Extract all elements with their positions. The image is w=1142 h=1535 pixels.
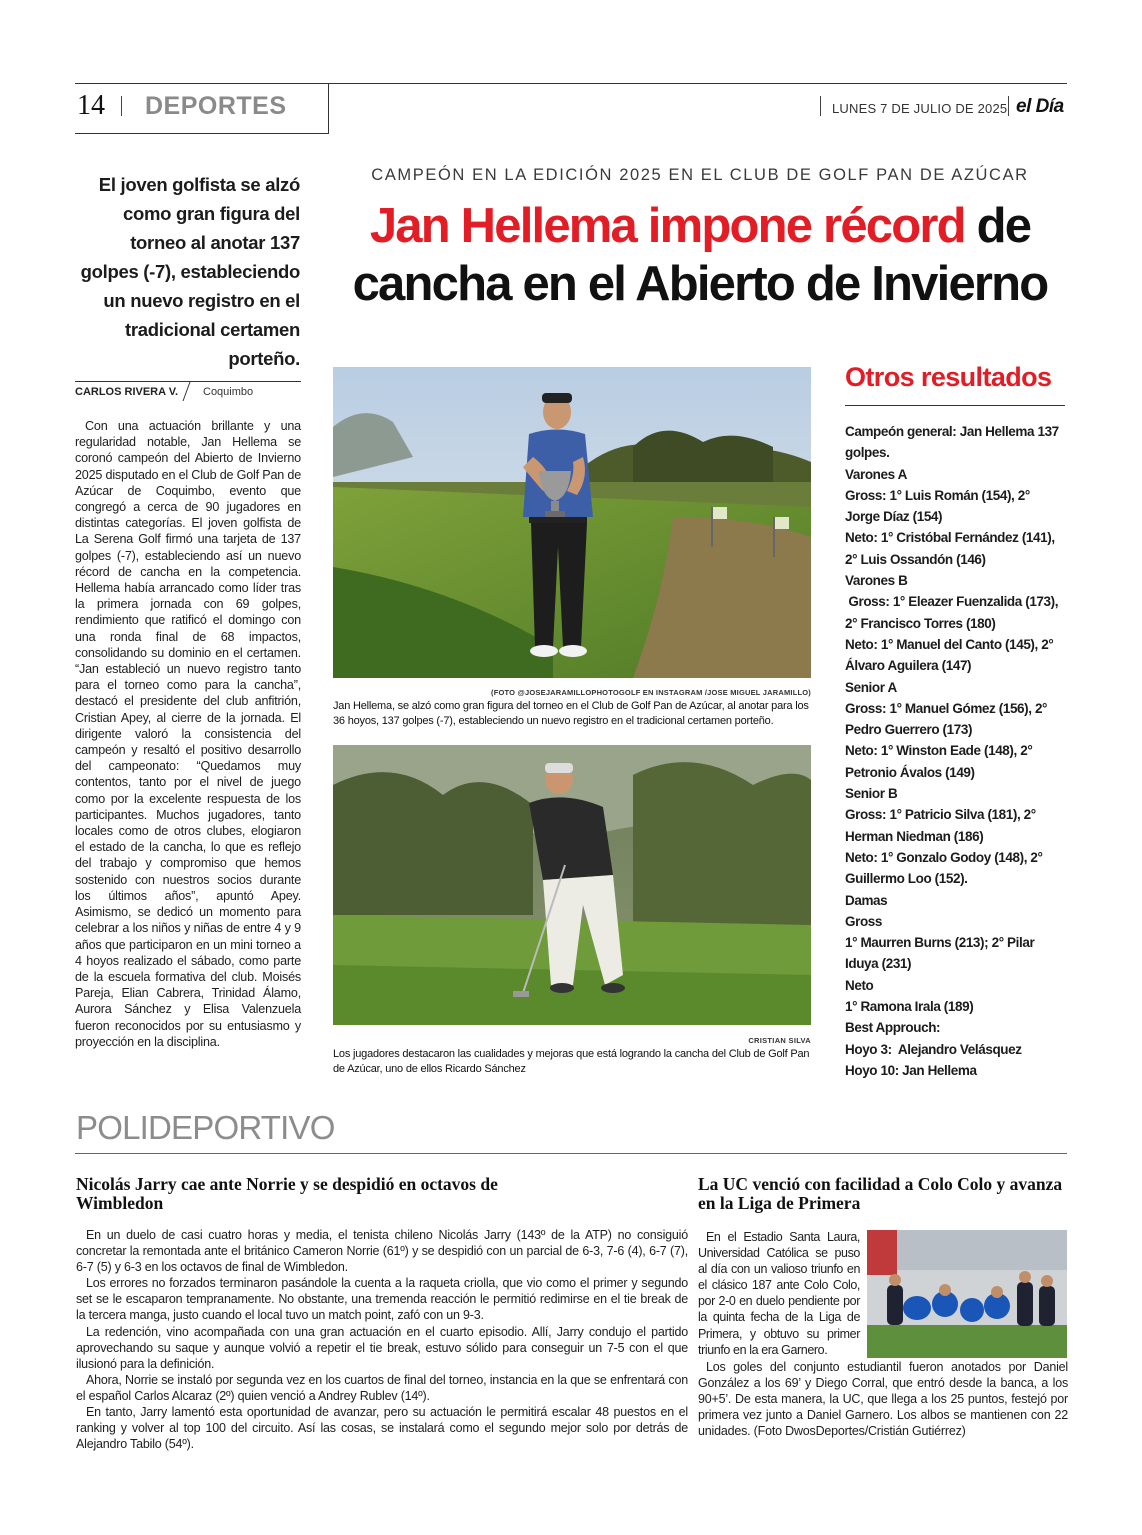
results-line: Varones A — [845, 466, 907, 482]
results-list — [845, 421, 1067, 1081]
article-body: Con una actuación brillante y una regularidad notable, Jan Hellema se coronó campeón del Abierto de Invierno 2025 disputado en el Club de Golf Pan de Azúcar de Coquimbo, evento que congregó a cerca de 90 jugadores en distintas categorías. El joven golfista de La Serena Golf firmó una tarjeta de 137 golpes (-7), estableciendo así un nuevo récord de cancha en la competencia. Hellema había arrancado como líder tras la primera jornada con 69 golpes, rendimiento que ratificó el domingo con una ronda final de 68 impactos, consolidando su dominio en el certamen. “Jan estableció un nuevo registro tanto para el torneo como para la cancha”, destacó el presidente del club anfitrión, Cristian Apey, al cierre de la jornada. El dirigente valoró la consistencia del campeón y resaltó el positivo desarrollo del campeonato: “Quedamos muy contentos, tanto por el nivel de juego como por la excelente respuesta de los participantes. Muchos jugadores, tanto locales como de otros clubes, elogiaron el estado de la cancha, lo que es reflejo del trabajo y compromiso que hemos sostenido con nuestros socios durante los últimos años”, apuntó Apey. Asimismo, se dedicó un momento para celebrar a los niños y niñas de entre 4 y 9 años que participaron en un mini torneo a 4 hoyos realizado el sábado, como parte de la escuela formativa del club. Moisés Pareja, Elian Cabrera, Trinidad Álamo, Aurora Sánchez y Elisa Valenzuela fueron reconocidos por su entusiasmo y proyección en la disciplina. — [75, 419, 301, 1049]
header-bottom-rule — [75, 133, 328, 134]
article-headline — [335, 197, 1065, 313]
header-top-rule — [75, 83, 1067, 84]
jarry-paragraph: Ahora, Norrie se instaló por segunda vez en los cuartos de final del torneo, instancia en la que se enfrentará con el español Carlos Alcaraz (2º) quien venció a Andrey Rublev (14º). — [76, 1372, 688, 1403]
results-line: Senior B — [845, 786, 898, 802]
uc-team-photo — [867, 1230, 1067, 1358]
results-line: Neto: 1° Manuel del Canto (145), 2° Álvaro Aguilera (147) — [845, 636, 1054, 674]
jarry-paragraph: En tanto, Jarry lamentó esta oportunidad de avanzar, pero su actuación le permitirá escalar 48 puestos en el ranking y volver al top 100 del circuito. Así las cosas, se instalará como el segundo mejor solo por detrás de Alejandro Tabilo (54º). — [76, 1405, 688, 1452]
issue-date: LUNES 7 DE JULIO DE 2025 — [832, 101, 1008, 116]
jarry-headline: Nicolás Jarry cae ante Norrie y se despidió en octavos de Wimbledon — [76, 1174, 498, 1213]
results-line: Hoyo 3: Alejandro Velásquez — [845, 1041, 1022, 1057]
results-line: Gross: 1° Patricio Silva (181), 2° Herman Niedman (186) — [845, 807, 1036, 844]
results-title: Otros resultados — [845, 362, 1052, 392]
results-line: Neto — [845, 977, 874, 993]
header-separator — [820, 96, 821, 116]
polideportivo-rule — [75, 1153, 1067, 1154]
results-line: Senior A — [845, 679, 897, 695]
byline-slash — [183, 382, 191, 401]
results-line: Gross: 1° Luis Román (154), 2° Jorge Díaz (154) — [845, 487, 1030, 525]
results-line: Gross — [845, 913, 883, 929]
results-line: Gross: 1° Manuel Gómez (156), 2° Pedro Guerrero (173) — [845, 700, 1048, 738]
uc-body: En el Estadio Santa Laura, Universidad Católica se puso al día con un valioso triunfo en el clásico 187 ante Colo Colo, por 2-0 en duelo pendiente por la quinta fecha de la Liga de Primera, y obtuvo su primer triunfo en la era Garnero. — [698, 1230, 860, 1357]
photo-caption: Jan Hellema, se alzó como gran figura del torneo en el Club de Golf Pan de Azúcar, al anotar para los 36 hoyos, 137 golpes (-7), estableciendo un nuevo registro en el tradicional certamen porteño. — [333, 700, 809, 727]
header-divider — [328, 84, 329, 134]
byline-rule — [75, 381, 301, 382]
dateline-location: Coquimbo — [203, 386, 254, 398]
photo-credit: CRISTIAN SILVA — [748, 1036, 811, 1045]
results-line: Best Approuch: — [845, 1020, 941, 1036]
jarry-paragraph: Los errores no forzados terminaron pasándole la cuenta a la raqueta criolla, que vio como el primer y segundo set se le escaparon tempranamente. No obstante, una tremenda reacción le permitió redimirse en el tie break de la tercera manga, justo cuando el local tuvo un match point, zafó con un 9-3. — [76, 1276, 688, 1323]
results-line: 1° Ramona Irala (189) — [845, 999, 974, 1015]
uc-body: Los goles del conjunto estudiantil fueron anotados por Daniel González a los 69’ y Diego Corral, que entró desde la banca, a los 90+5’. De esta manera, la UC, que llega a los 25 puntos, festejó por primera vez junto a Daniel Garnero. Los albos se mantienen con 22 unidades. (Foto DwosDeportes/Cristián Gutiérrez) — [698, 1360, 1068, 1439]
results-line: Damas — [845, 892, 888, 908]
results-line: Hoyo 10: Jan Hellema — [845, 1062, 977, 1078]
polideportivo-section-title: POLIDEPORTIVO — [76, 1109, 335, 1146]
header-separator — [121, 96, 122, 116]
newspaper-logo: el Día — [1016, 96, 1064, 117]
golfer-photo-illustration — [333, 745, 811, 1025]
photo-credit: (FOTO @JOSEJARAMILLOPHOTOGOLF EN INSTAGRAM /JOSE MIGUEL JARAMILLO) — [491, 688, 811, 697]
jarry-paragraph: La redención, vino acompañada con una gran actuación en el cuarto episodio. Allí, Jarry condujo el partido aprovechando su saque y aunque volvió a repetir el tie break, estuvo sólido para conseguir un 7-5 con el que ilusionó para la definición. — [76, 1324, 688, 1371]
results-line: 1° Maurren Burns (213); 2° Pilar Iduya (231) — [845, 935, 1035, 972]
results-line: Neto: 1° Cristóbal Fernández (141), 2° Luis Ossandón (146) — [845, 530, 1055, 567]
jarry-body — [76, 1227, 688, 1452]
champion-photo-illustration — [333, 367, 811, 678]
uc-headline: La UC venció con facilidad a Colo Colo y avanza en la Liga de Primera — [698, 1174, 1063, 1213]
results-rule — [845, 405, 1065, 406]
results-line: Gross: 1° Eleazer Fuenzalida (173), 2° Francisco Torres (180) — [845, 594, 1062, 631]
results-line: Neto: 1° Gonzalo Godoy (148), 2° Guillermo Loo (152). — [845, 849, 1043, 887]
headline-highlight: Jan Hellema impone récord — [369, 199, 965, 253]
results-line: Neto: 1° Winston Eade (148), 2° Petronio Ávalos (149) — [845, 743, 1033, 780]
champion-photo — [333, 367, 811, 678]
photo-caption: Los jugadores destacaron las cualidades y mejoras que está logrando la cancha del Club de Golf Pan de Azúcar, uno de ellos Ricardo Sánchez — [333, 1048, 810, 1075]
headline-rest: de cancha en el Abierto de Invierno — [352, 199, 1048, 311]
jarry-paragraph: En un duelo de casi cuatro horas y media, el tenista chileno Nicolás Jarry (143º de la ATP) no consiguió concretar la remontada ante el británico Cameron Norrie (61º) y se despidió con un parcial de 6-3, 7-6 (4), 6-7 (7), 6-7 (5) y 6-3 en los octavos de final de Wimbledon. — [76, 1228, 688, 1275]
uc-team-photo-illustration — [867, 1230, 1067, 1358]
results-line: Campeón general: Jan Hellema 137 golpes. — [845, 424, 1059, 461]
section-title: DEPORTES — [145, 92, 287, 120]
golfer-photo — [333, 745, 811, 1025]
article-deck: El joven golfista se alzó como gran figura del torneo al anotar 137 golpes (-7), estableciendo un nuevo registro en el tradicional certamen porteño. — [80, 174, 300, 369]
results-line: Varones B — [845, 573, 908, 589]
author-name: CARLOS RIVERA V. — [75, 386, 179, 398]
header-separator — [1008, 96, 1009, 116]
page-number: 14 — [77, 90, 105, 121]
article-kicker: CAMPEÓN EN LA EDICIÓN 2025 EN EL CLUB DE GOLF PAN DE AZÚCAR — [371, 166, 1029, 184]
